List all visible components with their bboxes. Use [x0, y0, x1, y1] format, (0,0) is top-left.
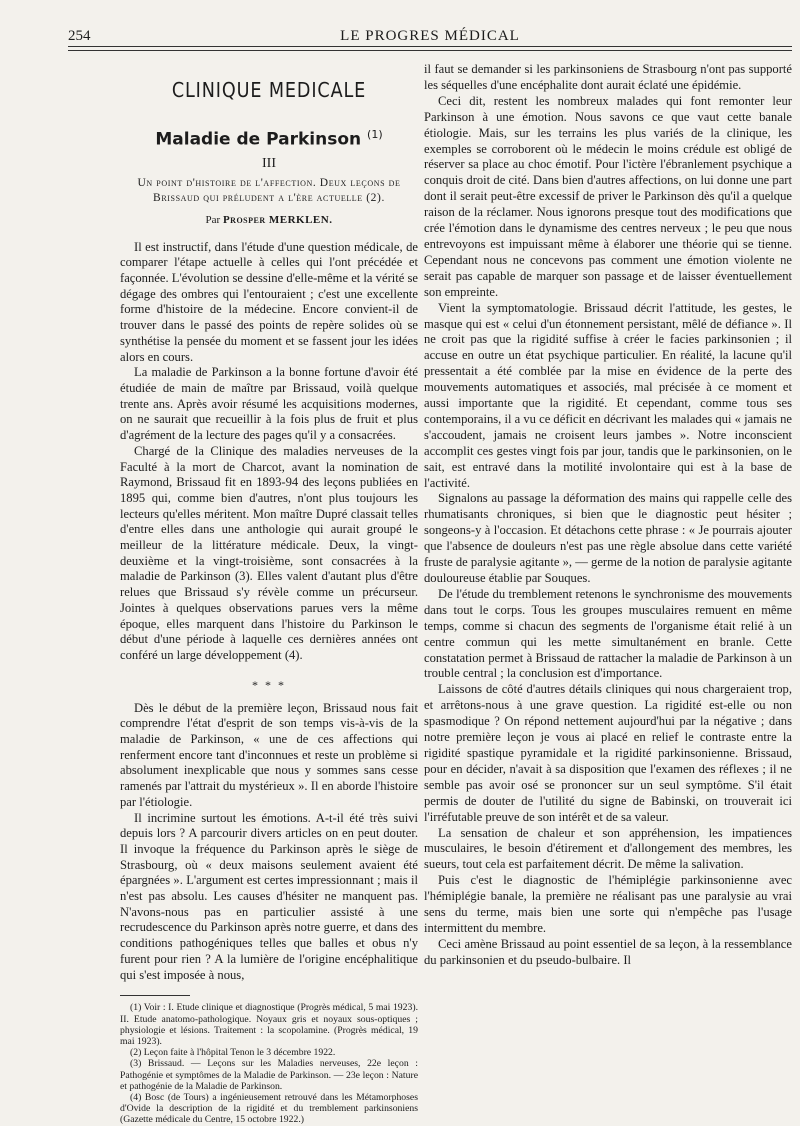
- paragraph: La sensation de chaleur et son appréhension, les impatiences musculaires, le besoin d'étirement et d'allongement des membres, les sueurs, tout cela est parfaitement décrit. De même la salivation.: [424, 825, 792, 872]
- paragraph: Il incrimine surtout les émotions. A-t-il été très suivi depuis lors ? A parcourir divers articles on en peut douter. Il invoque la fréquence du Parkinson après le siège de Strasbourg, où « deux maisons seulement avaient été épargnées ». L'argument est certes impressionnant ; mais il n'est pas absolu. Les causes d'hésiter ne manquent pas. N'avons-nous pas en particulier assisté à une recrudescence du Parkinson après notre guerre, et dans des conditions pathogéniques telles que balles et obus n'y furent pour rien ? A la lumière de l'origine encéphalitique qui s'est imposée à nous,: [120, 810, 418, 982]
- title-footnote-ref: (1): [367, 128, 383, 141]
- paragraph: Dès le début de la première leçon, Brissaud nous fait comprendre l'état d'esprit de son temps vis-à-vis de la maladie de Parkinson, « une de ces affections qui renferment encore tant d'inconnues et reste un problème si absolument inexplicable que nous y sommes sans cesse ramenés par l'attrait du mystérieux ». Il en aborde l'histoire par l'étiologie.: [120, 700, 418, 809]
- article-title: [120, 128, 418, 150]
- footnote: (4) Bosc (de Tours) a ingénieusement retrouvé dans les Métamorphoses d'Ovide la description de la rigidité et du tremblement parkinsoniens (Gazette médicale du Centre, 15 octobre 1922.): [120, 1091, 418, 1126]
- paragraph: Laissons de côté d'autres détails cliniques qui nous chargeraient trop, et arrêtons-nous à une grave question. La rigidité est-elle ou non spasmodique ? On répond nettement aujourd'hui par la négative ; dans notre première leçon je vous ai placé en relief le contraste entre la rigidité spastique pyramidale et la rigidité parkinsonienne. Brissaud, pour en décider, n'avait à sa disposition que l'examen des réflexes ; il ne semble pas avoir osé se prononcer sur un seul symptôme. S'il était permis de douter de l'utilité du signe de Babinski, on trouverait ici l'irréfutable preuve de son intérêt et de sa valeur.: [424, 682, 792, 824]
- paragraph: Vient la symptomatologie. Brissaud décrit l'attitude, les gestes, le masque qui est « celui d'un étonnement persistant, mêlé de défiance ». Il ne croit pas que la rigidité suffise à créer le facies parkinsonien ; il accuse en outre un état psychique particulier. En réalité, la lacune qu'il pressentait a été comblée par la mise en évidence de la perte des mouvements automatiques et associés, mal précisée à ce moment et aussi importante que la rigidité. Et cependant, comme tous ses contemporains, il a vu ce déficit en décrivant les malades qui « jamais ne s'accoudent, jamais ne croisent leurs jambes ». Notre inconscient accomplit ces gestes vingt fois par jour, tandis que le parkinsonien, on le sait, est entravé dans la motilité involontaire qui est à la base de l'activité.: [424, 300, 792, 490]
- footnote: (1) Voir : I. Etude clinique et diagnostique (Progrès médical, 5 mai 1923). II. Etude anatomo-pathologique. Noyaux gris et noyaux sous-optiques ; physiologie et lésions. Traitement : la scopolamine. (Progrès médical, 19 mai 1923).: [120, 1002, 418, 1047]
- paragraph: Ceci dit, restent les nombreux malades qui font remonter leur Parkinson à une émotion. Nous savons ce que vaut cette banale étiologie. Mais, sur les terrains les plus variés de la clinique, les exemples se corroborent où le médecin le moins crédule est obligé de réserver sa place au choc émotif. Pour l'ictère l'ébranlement psychique a conquis droit de cité. Dans bien d'autres affections, on lui donne une part dont il serait peut-être excessif de priver le Parkinson dès qu'il a quelque raison de la réclamer. Nous ignorons presque tout des modifications que crée l'émotion dans le dynamisme des centres nerveux ; le peu que nous entrevoyons est impuissant même à élaborer une théorie qui se tienne. Cependant nous ne concevons pas comment une émotion violente ne serait pas capable de marquer son passage et de laisser éventuellement son empreinte.: [424, 93, 792, 299]
- footnote-rule: [120, 995, 190, 996]
- paragraph: La maladie de Parkinson a la bonne fortune d'avoir été étudiée de main de maître par Brissaud, voilà quelque trente ans. Après avoir résumé les acquisitions modernes, on ne saurait que recueillir à la fois plus de fruit et plus d'agrément de la lecture des pages qu'il y a consacrées.: [120, 365, 418, 443]
- section-title: CLINIQUE MEDICALE: [171, 78, 367, 102]
- paragraph: Puis c'est le diagnostic de l'hémiplégie parkinsonienne avec l'hémiplégie banale, la première ne réalisant pas une paralysie au vrai sens du terme, mais bien une sorte qui n'empêche pas l'usage intermittent du membre.: [424, 873, 792, 935]
- right-column: [424, 62, 792, 969]
- article-title-text: Maladie de Parkinson: [155, 129, 362, 150]
- paragraph: Ceci amène Brissaud au point essentiel de sa leçon, à la ressemblance du parkinsonien et du pseudo-bulbaire. Il: [424, 936, 792, 967]
- section-separator: * * *: [252, 677, 286, 692]
- header-rule: [68, 46, 792, 47]
- paragraph: Signalons au passage la déformation des mains qui rappelle celle des rhumatisants chroniques, si bien que le diagnostic peut hésiter ; songeons-y à l'occasion. Et détachons cette phrase : « Je pourrais ajouter que l'absence de douleurs n'est pas une règle absolue dans cette variété fruste de paralysie agitante », — germe de la notion de paralysie agitante douloureuse établie par Souques.: [424, 491, 792, 585]
- left-column: [120, 62, 418, 1126]
- paragraph: Chargé de la Clinique des maladies nerveuses de la Faculté à la mort de Charcot, avant la nomination de Raymond, Brissaud fit en 1893-94 des leçons publiées en 1895 qui, comme bien d'autres, n'ont plus toujours les lecteurs qu'elles méritent. Mon maître Dupré classait telles d'entre elles dans une anthologie qui aurait groupé le meilleur de la littérature médicale. Deux, la vingt-deuxième et la vingt-troisième, sont consacrées à la maladie de Parkinson (3). Elles valent d'autant plus d'être relues que Brissaud s'y révèle comme un précurseur. Jointes à quelques observations parues vers la même époque, elles marquent dans l'histoire du Parkinson le début d'une période à laquelle ces dernières années ont conféré un large développement (4).: [120, 443, 418, 662]
- article-subtitle: Un point d'histoire de l'affection. Deux leçons de Brissaud qui préludent a l'ère actuelle (2).: [137, 176, 401, 204]
- page-number: 254: [68, 28, 91, 44]
- paragraph: De l'étude du tremblement retenons le synchronisme des mouvements dans tout le corps. Tous les groupes musculaires remuent en même temps, comme si chacun des segments de l'organisme était relié à un centre commun qui les mette simultanément en branle. Cette constatation permet à Brissaud de rattacher la maladie de Parkinson à un trouble central ; la conclusion est d'importance.: [424, 586, 792, 681]
- header-rule-thin: [68, 50, 792, 51]
- footnote: (2) Leçon faite à l'hôpital Tenon le 3 décembre 1922.: [130, 1047, 336, 1059]
- paragraph: Il est instructif, dans l'étude d'une question médicale, de comparer l'étape actuelle à celles qui l'ont précédée et façonnée. L'évolution se dessine d'elle-même et la vérité se dégage des ombres qui l'entouraient ; c'est une excellente forme d'histoire de la médecine. Encore convient-il de trouver dans le passé des points de repère solides où se synthétise la pensée du moment et se fassent jour les idées alors en cours.: [120, 239, 418, 364]
- paragraph: il faut se demander si les parkinsoniens de Strasbourg n'ont pas supporté les séquelles d'une encéphalite dont aurait éclaté une épidémie.: [424, 62, 792, 92]
- footnote: (3) Brissaud. — Leçons sur les Maladies nerveuses, 22e leçon : Pathogénie et symptômes de la Maladie de Parkinson. — 23e leçon : Nature et pathogénie de la Maladie de Parkinson.: [120, 1058, 418, 1092]
- byline-prefix: Par: [205, 213, 221, 226]
- byline: [120, 214, 418, 226]
- author-name: Prosper MERKLEN.: [222, 213, 333, 226]
- running-title: LE PROGRES MÉDICAL: [340, 28, 520, 44]
- part-number: III: [262, 155, 276, 171]
